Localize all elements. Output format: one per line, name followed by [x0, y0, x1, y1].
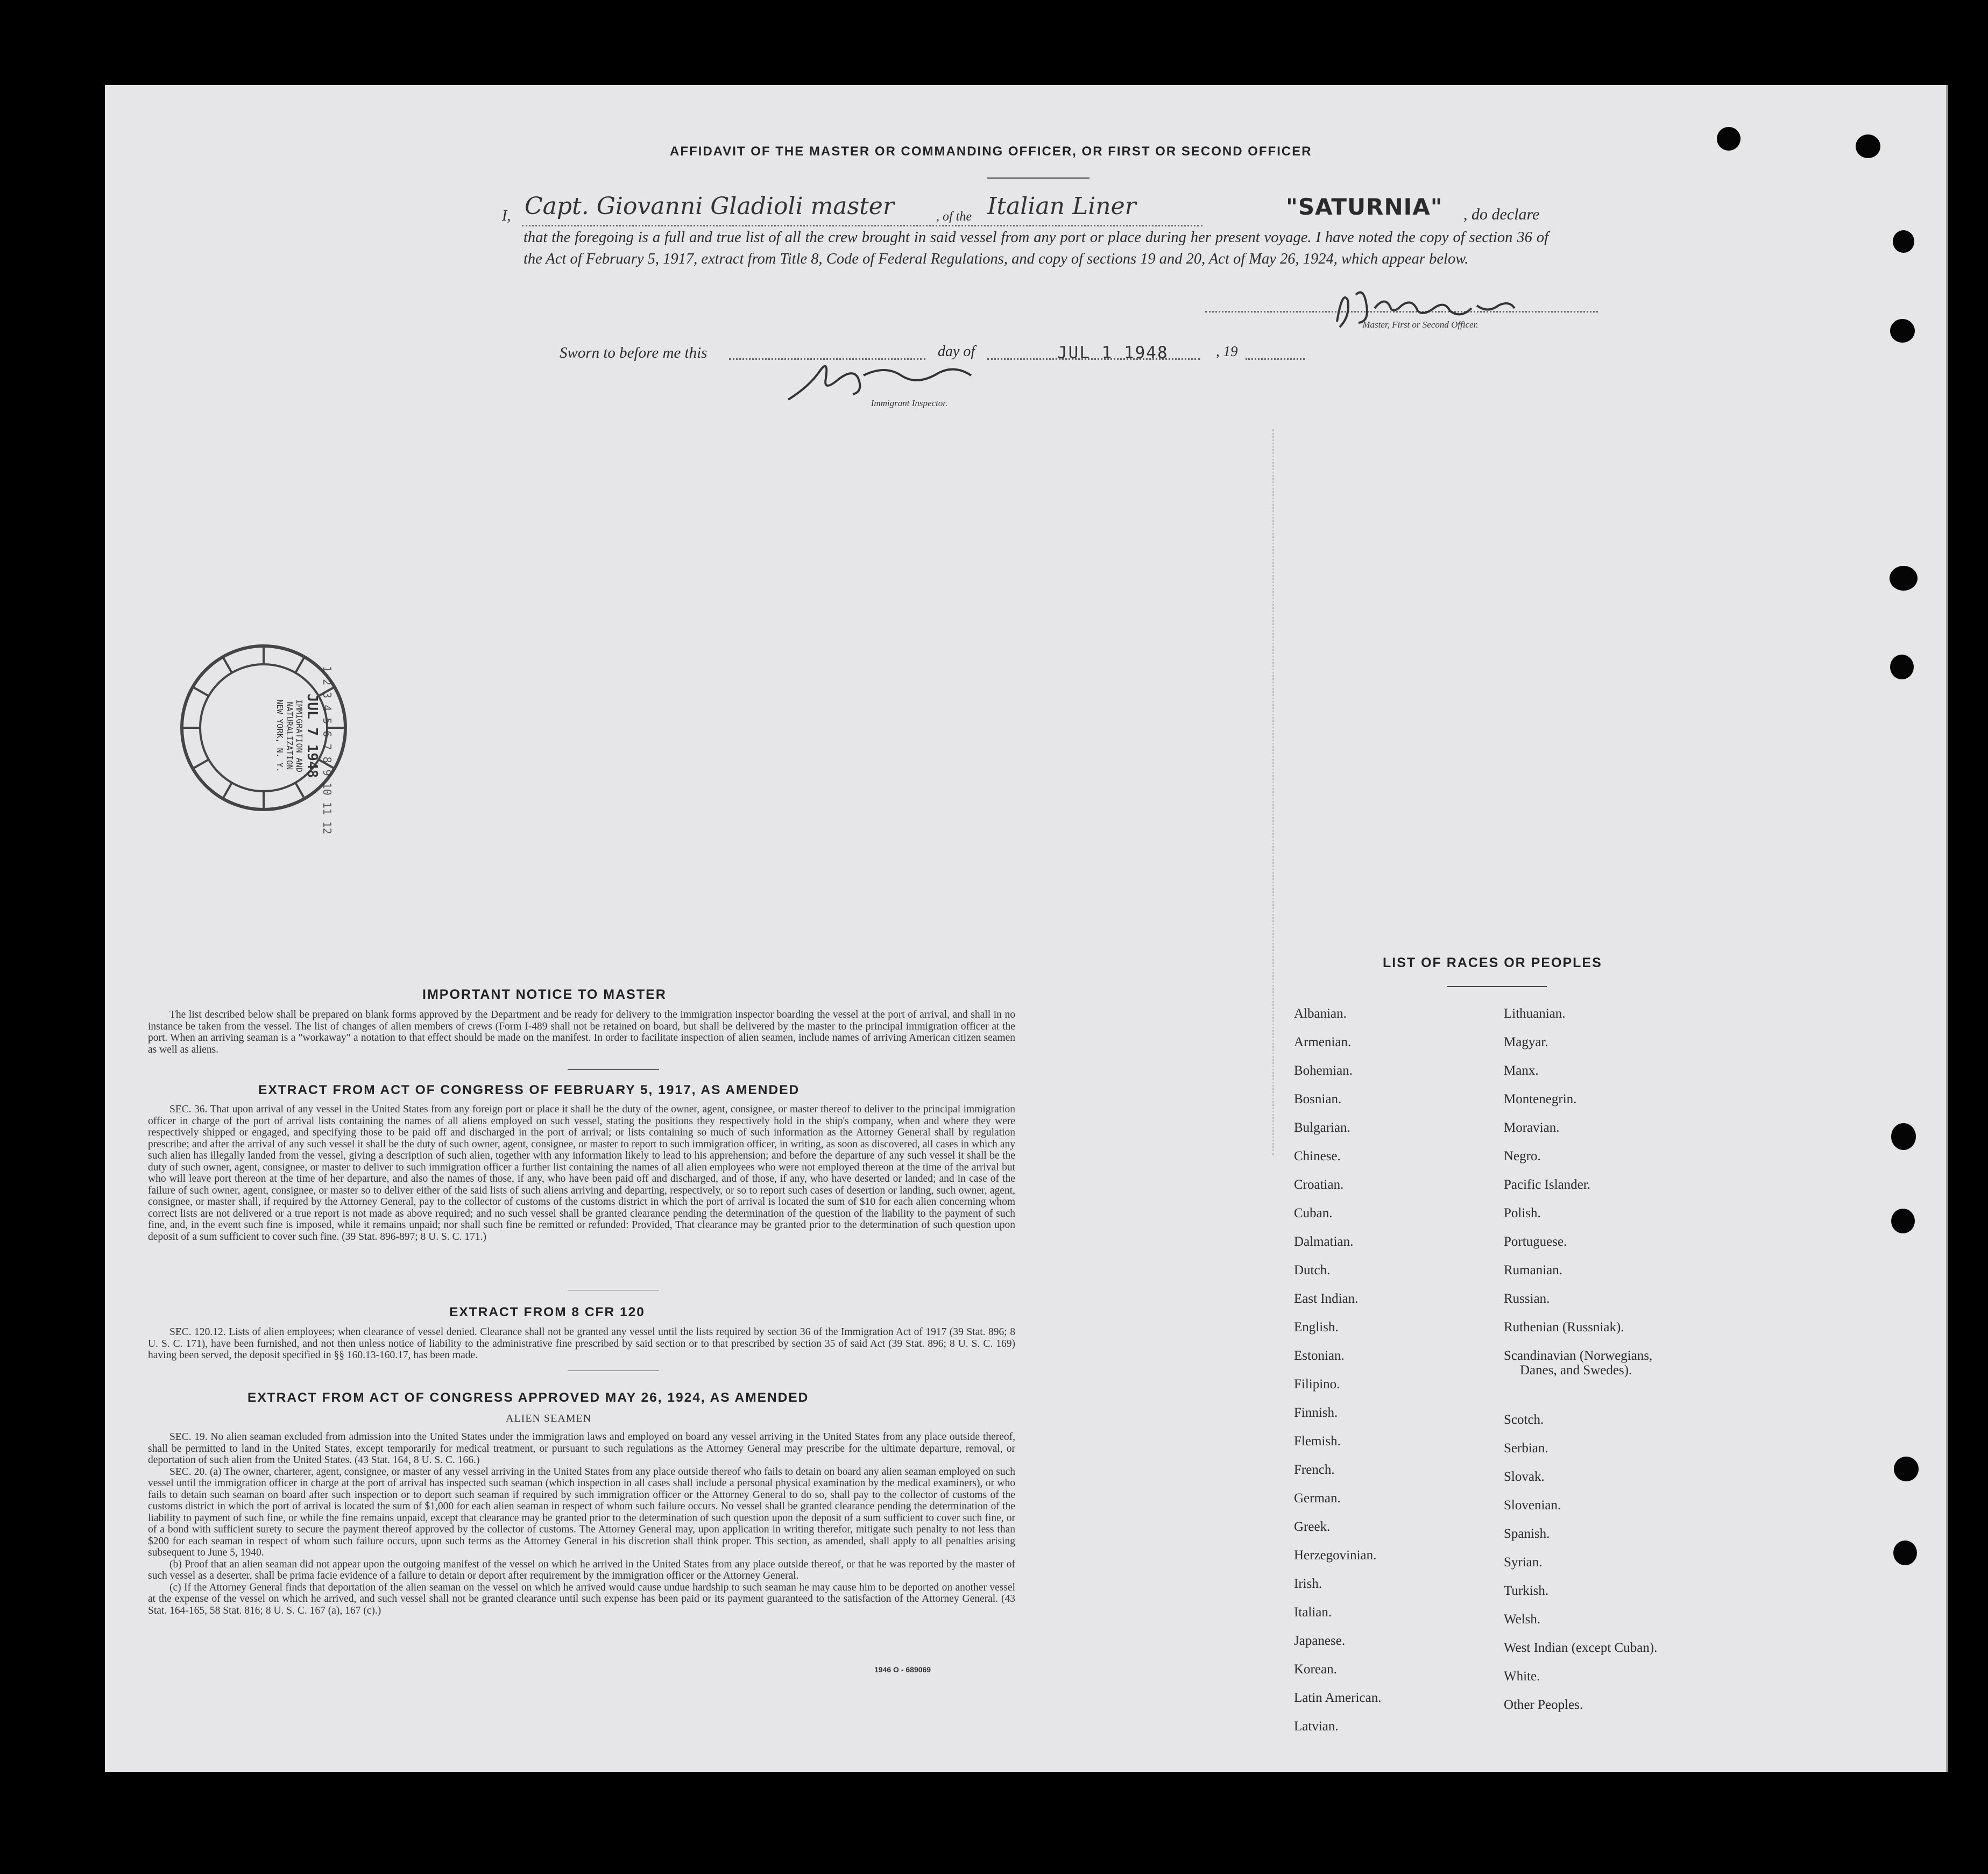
race-item: Greek.: [1294, 1520, 1331, 1534]
extract-1924-body: [148, 1431, 1015, 1616]
race-item: Japanese.: [1294, 1634, 1346, 1648]
extract-cfr-title: EXTRACT FROM 8 CFR 120: [449, 1305, 645, 1319]
race-item: Latvian.: [1294, 1719, 1339, 1734]
races-title: LIST OF RACES OR PEOPLES: [1383, 955, 1602, 970]
punch-hole: [1893, 1541, 1917, 1565]
race-item: Chinese.: [1294, 1149, 1341, 1163]
sworn-date-stamp: JUL 1 1948: [1057, 343, 1169, 363]
punch-hole: [1891, 1123, 1916, 1150]
day-of-label: day of: [938, 343, 975, 360]
race-item: Cuban.: [1294, 1206, 1333, 1220]
notice-title: IMPORTANT NOTICE TO MASTER: [422, 987, 667, 1002]
race-item: Polish.: [1504, 1206, 1541, 1220]
sec19-paragraph: SEC. 19. No alien seaman excluded from admission into the United States under the immigration laws and employed on board any vessel arriving in the United States from any place outside thereof, shall be permitted to land in the United States, except temporarily for medical treatment, or pursuant to such regulations as the Attorney General may prescribe for the ultimate departure, removal, or deportation of such alien from the United States. (43 Stat. 164, 8 U. S. C. 166.): [148, 1431, 1015, 1466]
line-name-handwritten: Italian Liner: [987, 193, 1136, 220]
race-item: Manx.: [1504, 1063, 1539, 1078]
race-item: Negro.: [1504, 1149, 1541, 1163]
race-item: Scotch.: [1504, 1412, 1544, 1427]
vessel-name-stamp: "SATURNIA": [1286, 194, 1443, 220]
of-the-label: , of the: [936, 210, 972, 224]
race-item: Other Peoples.: [1504, 1698, 1583, 1712]
race-spacer: [1504, 1377, 1657, 1406]
race-item: Irish.: [1294, 1577, 1322, 1591]
race-item: Lithuanian.: [1504, 1006, 1566, 1021]
race-item: Bulgarian.: [1294, 1120, 1350, 1135]
race-item: Korean.: [1294, 1662, 1337, 1677]
race-item: Turkish.: [1504, 1584, 1549, 1598]
race-item: Moravian.: [1504, 1120, 1560, 1135]
race-item: Syrian.: [1504, 1555, 1543, 1570]
race-item: White.: [1504, 1669, 1540, 1684]
sworn-prefix: Sworn to before me this: [560, 344, 708, 361]
declaration-text: that the foregoing is a full and true list of all the crew brought in said vessel from any port or place during her present voyage. I have noted the copy of section 36 of the Act of February 5, 1917, extract from Title 8, Code of Federal Regulations, and copy of sections 19 and 20, Act of May 26, 1924, which appear below.: [523, 229, 1548, 267]
race-item: Armenian.: [1294, 1035, 1352, 1049]
officer-caption: Master, First or Second Officer.: [1362, 320, 1478, 330]
printer-code: 1946 O - 689069: [874, 1665, 931, 1674]
race-item: German.: [1294, 1491, 1341, 1506]
races-left-column: [1294, 999, 1381, 1741]
stamp-line3: NATURALIZATION: [285, 701, 294, 770]
extract-1917-title: EXTRACT FROM ACT OF CONGRESS OF FEBRUARY 5, 1917, AS AMENDED: [258, 1083, 800, 1097]
race-item: Slovenian.: [1504, 1498, 1561, 1513]
document-page: [105, 85, 1948, 1772]
master-name-handwritten: Capt. Giovanni Gladioli master: [525, 193, 894, 220]
race-item: Bohemian.: [1294, 1063, 1353, 1078]
race-item: Latin American.: [1294, 1691, 1382, 1705]
punch-hole: [1890, 319, 1915, 343]
year-prefix: , 19: [1216, 343, 1238, 359]
do-declare-label: , do declare: [1463, 205, 1540, 223]
stamp-ring-numbers: 1 2 3 4 5 6 7 8 9 10 11 12: [321, 666, 334, 835]
sec20b-paragraph: (b) Proof that an alien seaman did not appear upon the outgoing manifest of the vessel on which he arrived in the United States from any place outside thereof, or that he was reported by the master of such vessel as a deserter, shall be prima facie evidence of a failure to detain or deport after requirement by the immigration officer or the Attorney General.: [148, 1558, 1015, 1581]
race-item: Ruthenian (Russniak).: [1504, 1320, 1624, 1334]
race-item: Russian.: [1504, 1291, 1550, 1306]
extract-1917-text: SEC. 36. That upon arrival of any vessel in the United States from any foreign port or place it shall be the duty of the owner, agent, consignee, or master thereof to deliver to the principal immigration officer in charge of the port of arrival lists containing the names of all aliens employed on such vessel, stating the positions they respectively hold in the ship's company, when and where they were respectively shipped or engaged, and specifying those to be paid off and discharged in the port of arrival; or lists containing so much of such information as the Attorney General shall by regulation prescribe; and after the arrival of any such vessel it shall be the duty of such owner, agent, consignee, or master to report to such immigration officer, in writing, as soon as discovered, all cases in which any such alien has illegally landed from the vessel, giving a description of such alien, together with any information likely to lead to his apprehension; and before the departure of any such vessel it shall be the duty of such owner, agent, consignee, or master to deliver to such immigration officer a further list containing the names of all alien employees who were not employed thereon at the time of the arrival but who will leave port thereon at the time of her departure, and also the names of those, if any, who have been paid off and discharged, and of those, if any, who have deserted or landed; and in case of the failure of such owner, agent, consignee, or master so to deliver either of the said lists of such aliens arriving and departing, respectively, or so to report such cases of desertion or landing, such owner, agent, consignee, or master shall, if required by the Attorney General, pay to the collector of customs of the customs district in which the port of arrival is located the sum of $10 for each alien concerning whom correct lists are not delivered or a true report is not made as above required; and no such vessel shall be granted clearance pending the determination of the question of the liability to the payment of such fine, and, in the event such fine is imposed, while it remains unpaid; nor shall such fine be remitted or refunded: Provided, That clearance may be granted prior to the determination of such question upon deposit of a sum sufficient to cover such fine. (39 Stat. 896-897; 8 U. S. C. 171.): [148, 1104, 1015, 1243]
punch-hole: [1891, 1209, 1915, 1233]
race-item: Rumanian.: [1504, 1263, 1563, 1277]
year-line: [1246, 349, 1305, 360]
race-item: Serbian.: [1504, 1441, 1548, 1456]
stamp-text-block: [213, 682, 320, 790]
race-item: Herzegovinian.: [1294, 1548, 1377, 1563]
extract-1924-subtitle: ALIEN SEAMEN: [506, 1412, 592, 1424]
race-item: French.: [1294, 1463, 1335, 1477]
race-item: Albanian.: [1294, 1006, 1347, 1021]
race-item: Bosnian.: [1294, 1092, 1342, 1106]
race-item: English.: [1294, 1320, 1339, 1334]
extract-cfr-text: SEC. 120.12. Lists of alien employees; when clearance of vessel denied. Clearance shall not be granted any vessel until the lists required by section 36 of the Immigration Act of 1917 (39 Stat. 896; 8 U. S. C. 171), have been furnished, and not then unless notice of liability to the administrative fine prescribed by said section or to that prescribed by section 35 of said Act (39 Stat. 896; 8 U. S. C. 169) having been served, the deposit specified in §§ 160.13-160.17, has been made.: [148, 1326, 1015, 1361]
sec20c-paragraph: (c) If the Attorney General finds that deportation of the alien seaman on the vessel on which he arrived would cause undue hardship to such seaman he may cause him to be deported on another vessel at the expense of the vessel on which he arrived, and such vessel shall not be granted clearance until such expense has been paid or its payment guaranteed to the satisfaction of the Attorney General. (43 Stat. 164-165, 58 Stat. 816; 8 U. S. C. 167 (a), 167 (c).): [148, 1581, 1015, 1616]
affidavit-i-prefix: I,: [502, 208, 511, 224]
punch-hole: [1890, 655, 1914, 679]
race-item: East Indian.: [1294, 1291, 1359, 1306]
race-item: Spanish.: [1504, 1527, 1550, 1541]
affidavit-heading: AFFIDAVIT OF THE MASTER OR COMMANDING OFFICER, OR FIRST OR SECOND OFFICER: [670, 144, 1312, 159]
race-item: Montenegrin.: [1504, 1092, 1577, 1106]
race-item: Italian.: [1294, 1605, 1332, 1620]
heading-rule: [987, 178, 1089, 179]
punch-hole: [1717, 127, 1741, 151]
race-item: Estonian.: [1294, 1348, 1345, 1363]
race-scandinavian-line2: Danes, and Swedes).: [1520, 1363, 1632, 1378]
race-item-scandinavian: [1504, 1341, 1657, 1377]
stamp-line4: NEW YORK, N. Y.: [275, 699, 285, 772]
stamp-line2: IMMIGRATION AND: [294, 699, 304, 772]
race-item: Magyar.: [1504, 1035, 1548, 1049]
races-title-rule: [1447, 986, 1547, 987]
notice-rule: [568, 1069, 659, 1070]
race-item: Filipino.: [1294, 1377, 1340, 1392]
sec20a-paragraph: SEC. 20. (a) The owner, charterer, agent, consignee, or master of any vessel arriving in the United States from any place outside thereof who fails to detain on board any alien seaman employed on such vessel until the immigration officer in charge at the port of arrival has inspected such seaman (which inspection in all cases shall include a personal physical examination by the medical examiners), or who fails to detain such seaman on board after such inspection or to deport such seaman if required by such immigration officer or the Attorney General to do so, shall pay to the collector of customs of the customs district in which the port of arrival is located the sum of $1,000 for each alien seaman in respect of whom such failure occurs. No vessel shall be granted clearance pending the determination of the liability to payment of such fine, or while the fine remains unpaid, except that clearance may be granted prior to the determination of such question upon the deposit of a sum sufficient to cover such fine, or of a bond with sufficient surety to secure the payment thereof approved by the collector of customs. The Attorney General may, upon application in writing therefor, mitigate such penalty to not less than $200 for each seaman in respect of whom such failure occurs, upon such terms as the Attorney General in his discretion shall think proper. This section, as amended, shall apply to all penalties arising subsequent to June 5, 1940.: [148, 1466, 1015, 1558]
race-item: West Indian (except Cuban).: [1504, 1641, 1658, 1655]
punch-hole: [1890, 566, 1918, 591]
race-item: Flemish.: [1294, 1434, 1341, 1449]
race-item: Portuguese.: [1504, 1234, 1567, 1249]
notice-text: The list described below shall be prepared on blank forms approved by the Department and be ready for delivery to the immigration inspector boarding the vessel at the port of arrival, and shall in no instance be taken from the vessel. The list of changes of alien members of crews (Form I-489 shall not be retained on board, but shall be delivered by the master to the principal immigration officer at the port. When an arriving seaman is a "workaway" a notation to that effect should be made on the manifest. In order to facilitate inspection of alien seamen, include names of arriving American citizen seamen as well as aliens.: [148, 1009, 1015, 1055]
inspector-caption: Immigrant Inspector.: [871, 398, 948, 408]
punch-hole: [1893, 230, 1914, 253]
race-scandinavian-line1: Scandinavian (Norwegians,: [1504, 1348, 1653, 1363]
punch-hole: [1856, 134, 1880, 158]
middle-dot-column: [1272, 429, 1276, 1155]
races-right-column: [1504, 999, 1657, 1719]
race-item: Welsh.: [1504, 1612, 1541, 1627]
race-item: Dalmatian.: [1294, 1234, 1354, 1249]
race-item: Slovak.: [1504, 1470, 1545, 1484]
punch-hole: [1894, 1457, 1919, 1481]
race-item: Dutch.: [1294, 1263, 1331, 1277]
race-item: Croatian.: [1294, 1177, 1344, 1192]
extract-1924-title: EXTRACT FROM ACT OF CONGRESS APPROVED MAY 26, 1924, AS AMENDED: [247, 1390, 809, 1405]
stamp-date: JUL 7 1948: [304, 693, 320, 778]
race-item: Finnish.: [1294, 1406, 1338, 1420]
race-item: Pacific Islander.: [1504, 1177, 1591, 1192]
